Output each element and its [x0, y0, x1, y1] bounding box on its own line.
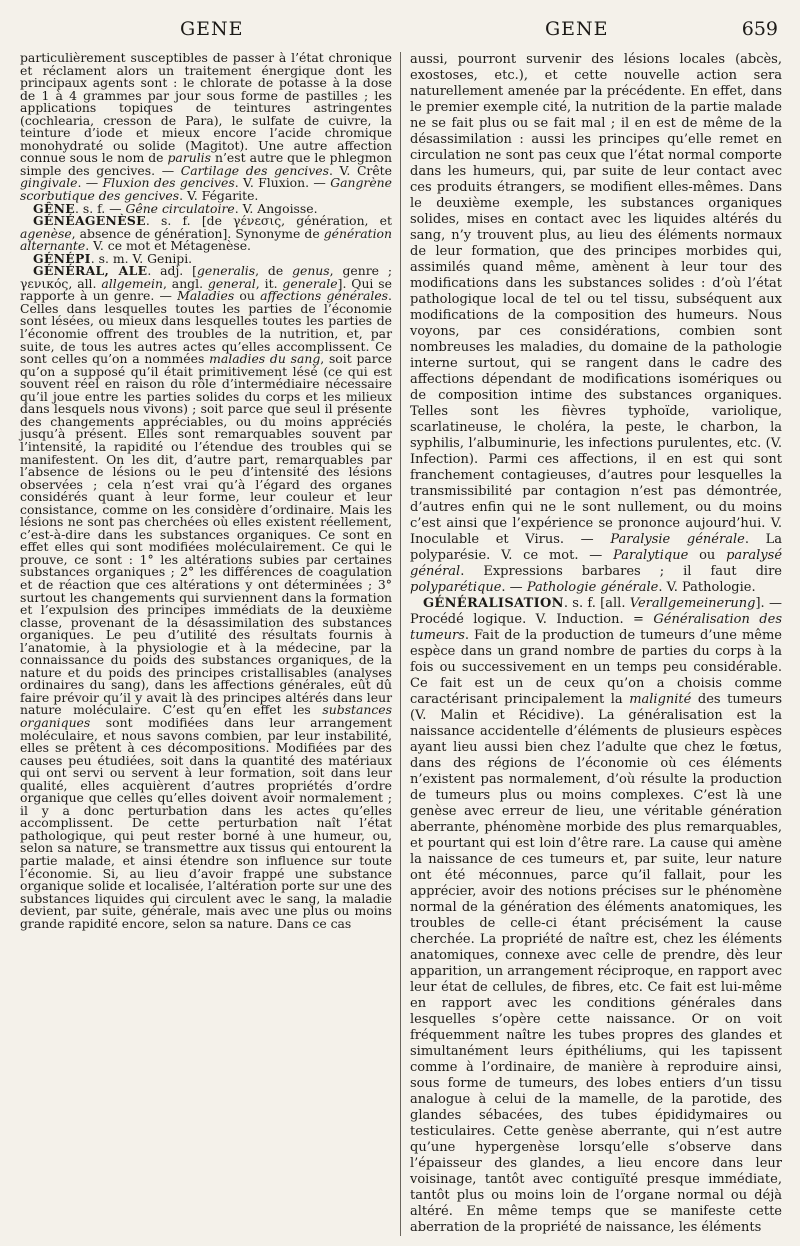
entry-headword: GÊNE — [33, 200, 75, 216]
paragraph — [20, 215, 392, 253]
running-head-left: GENE — [180, 18, 244, 40]
paragraph — [20, 265, 392, 930]
text-run: des tumeurs (V. Malin et Récidive). La généralisation est la naissance accidentelle d’éléments de plusieurs espèces ayant lieu aussi bien chez l’adulte que chez le fœtus, dans des régions de l’économie où ces éléments n’existent pas normalement, d’où résulte la production de tumeurs plus ou moins complexes. C’est là une genèse avec erreur de lieu, une véritable génération aberrante, phénomène morbide des plus remarquables, et pourtant qui est loin d’être rare. La cause qui amène la naissance de ces tumeurs et, par suite, leur nature ont été méconnues, parce qu’il fallait, pour les apprécier, avoir des notions précises sur le phénomène normal de la génération des éléments anatomiques, les troubles de celle-ci étant précisément la cause cherchée. La propriété de naître est, chez les éléments anatomiques, connexe avec celle de prendre, dès leur apparition, un arrangement réciproque, en rapport avec leur état de cellules, de fibres, etc. Ce fait est lui-même en rapport avec les conditions générales dans lesquelles s’opère cette naissance. Or on voit fréquemment naître les tubes propres des glandes et simultanément leurs épithéliums, qui les tapissent comme à l’ordinaire, de manière à reproduire ainsi, sous forme de tumeurs, des lobes entiers d’un tissu analogue à celui de la mamelle, de la parotide, des glandes sébacées, des tubes épididymaires ou testiculaires. Cette genèse aberrante, qui n’est autre qu’une hypergenèse lorsqu’elle s’observe dans l’épaisseur des glandes, a lieu encore dans leur voisinage, tantôt avec contiguïté presque immédiate, tantôt plus ou moins loin de l’organe normal ou déjà altéré. En même temps que se manifeste cette aberration de la propriété de naissance, les éléments — [410, 692, 783, 1235]
text-run: ]. Qui se rapporte à un genre. — — [20, 275, 392, 304]
text-columns — [20, 52, 790, 1236]
italic-run: allgemein — [101, 275, 163, 291]
entry-headword: GÉNÉPI — [33, 250, 91, 266]
italic-run: Fluxion des gencives — [102, 175, 235, 191]
italic-run: polyparétique — [410, 580, 502, 595]
text-run: . s. f. — — [75, 200, 126, 216]
text-run: . Expressions barbares ; il faut dire — [460, 564, 782, 579]
text-run: . s. f. [de γένεσις, génération, et — [145, 213, 392, 229]
text-run: particulièrement susceptibles de passer à l’état chronique et réclament alors un traitement énergique dont les principaux agents sont : le chlorate de potasse à la dose de 1 à 4 grammes par jour sous forme de pastilles ; les applications topiques de teintures astringentes (cochlearia, cresson de Para), le sulfate de cuivre, la teinture d’iode et mieux encore l’acide chromique monohydraté ou solide (Magitot). Une autre affection connue sous le nom de — [20, 50, 392, 166]
left-column — [20, 52, 400, 1236]
italic-run: genus — [292, 263, 330, 279]
italic-run: Maladies — [177, 288, 235, 304]
italic-run: paralysé général — [410, 548, 783, 579]
running-header — [20, 18, 790, 44]
text-run: , soit parce qu’on a supposé qu’il était primitivement lésé (ce qui est souvent réel en raison du rôle d’intermédiaire nécessaire qu’il joue entre les parties solides du corps et les milieux dans lesquels nous vivons) ; soit parce que seul il présente des changements appréciables, ou du moins appréciés jusqu’à présent. Elles sont remarquables souvent par l’intensité, la rapidité ou l’étendue des troubles qui se manifestent. On les dit, d’autre part, remarquables par l’absence de lésions ou le peu d’intensité des lésions observées ; cela n’est vrai qu’à l’égard des organes considérés quant à leur forme, leur couleur et leur consistance, comme on les considère d’ordinaire. Mais les lésions ne sont pas cherchées où elles existent réellement, c’est-à-dire dans les substances organiques. Ce sont en effet elles qui sont modifiées moléculairement. Ce qui le prouve, ce sont : 1° les altérations subies par certaines substances organiques ; 2° les différences de coagulation et de réaction que ces altérations y ont déterminées ; 3° surtout les changements qui surviennent dans la formation et l’expulsion des principes immédiats de la deuxième classe, provenant de la désassimilation des substances organiques. Le peu d’utilité des résultats fournis à l’anatomie, à la physiologie et à la médecine, par la connaissance du poids des substances organiques, de la nature et du poids des principes cristallisables (analyses ordinaires du sang), dans les affections générales, eût dû faire prévoir qu’il y avait là des principes altérés dans leur nature moléculaire. C’est qu’en effet les — [20, 351, 393, 718]
text-run: . V. Fluxion. — — [234, 175, 331, 191]
italic-run: malignité — [629, 692, 692, 707]
italic-run: agenèse — [20, 225, 72, 241]
text-run: aussi, pourront survenir des lésions locales (abcès, exostoses, etc.), et cette nouvelle action sera naturellement amenée par la précédente. En effet, dans le premier exemple cité, la nutrition de la partie malade ne se fait plus ou se fait mal ; il en est de même de la désassimilation : aussi les principes qu’elle remet en circulation ne sont pas ceux que l’état normal comporte dans les humeurs, qui, par suite de leur contact avec ces produits étrangers, se modifient elles-mêmes. Dans le deuxième exemple, les substances organiques solides, mises en contact avec les liquides altérés du sang, n’y trouvent plus, au lieu des éléments normaux de leur formation, que des principes morbides qui, assimilés quand même, amènent à leur tour des modifications dans les substances solides : d’où l’état pathologique local de tel ou tel tissu, subséquent aux modifications de la composition des humeurs. Nous voyons, par ces considérations, combien sont nombreuses les maladies, du domaine de la pathologie interne surtout, qui se rangent dans le cadre des affections dépendant de modifications isomériques ou de composition intime des substances organiques. Telles sont les fièvres typhoïde, variolique, scarlatineuse, le choléra, la peste, le charbon, la syphilis, l’albuminurie, les infections purulentes, etc. (V. Infection). Parmi ces affections, il en est qui sont franchement contagieuses, d’autres pour lesquelles la transmissibilité par contagion n’est pas démontrée, d’autres enfin qui ne le sont nullement, ou du moins c’est ainsi que l’expérience se prononce aujourd’hui. V. Inoculable et Virus. — — [410, 52, 782, 547]
italic-run: Gangrène scorbutique des gencives — [20, 175, 392, 204]
text-run: . V. Fégarite. — [179, 188, 259, 204]
text-run: . — — [501, 580, 527, 595]
text-run: n’est autre que le phlegmon simple des gencives. — — [20, 150, 392, 178]
running-head-right: GENE — [545, 18, 609, 40]
italic-run: Paralytique — [613, 548, 689, 563]
text-run: ]. — Procédé logique. V. Induction. = — [410, 596, 782, 627]
page-number: 659 — [741, 18, 778, 40]
italic-run: Généralisation des tumeurs — [410, 612, 782, 643]
text-run: . adj. [ — [147, 263, 197, 279]
text-run: . V. Pathologie. — [658, 580, 756, 595]
text-run: , de — [255, 263, 293, 279]
text-run: , absence de génération]. Synonyme de — [71, 225, 324, 241]
italic-run: parulis — [167, 150, 212, 166]
italic-run: Pathologie générale — [526, 580, 659, 595]
entry-headword: GÉNÉRAL, ALE — [33, 263, 148, 279]
italic-run: Verallgemeinerung — [629, 596, 756, 611]
text-run: . Celles dans lesquelles toutes les parties de l’économie sont lésées, ou mieux dans lesquelles toutes les parties de l’économie offrent des troubles de la nutrition, et, par suite, de tous les autres actes qu’elles accomplissent. Ce sont celles qu’on a nommées — [20, 288, 392, 367]
text-run: , genre ; γενικός, all. — [20, 263, 392, 291]
italic-run: affections générales — [260, 288, 389, 304]
text-run: . La polyparésie. V. ce mot. — — [410, 532, 782, 563]
text-run: . V. ce mot et Métagenèse. — [85, 238, 251, 254]
text-run: . V. Crête — [328, 162, 392, 178]
text-run: ou — [234, 288, 261, 304]
text-run: ou — [688, 548, 727, 563]
italic-run: generalis — [196, 263, 256, 279]
italic-run: génération alternante — [20, 225, 392, 254]
text-run: . Fait de la production de tumeurs d’une même espèce dans un grand nombre de parties du corps à la fois ou successivement en un temps peu considérable. Ce fait est un de ceux qu’on a choisis comme caractérisant principalement la — [410, 628, 782, 707]
text-run: . s. f. [all. — [563, 596, 630, 611]
italic-run: general — [207, 275, 256, 291]
paragraph — [410, 596, 782, 1236]
italic-run: substances organiques — [20, 702, 392, 730]
italic-run: gingivale — [20, 175, 78, 191]
italic-run: Paralysie générale — [610, 532, 745, 547]
entry-headword: GÉNÉAGENÈSE — [33, 213, 146, 229]
entry-headword: GÉNÉRALISATION — [423, 596, 564, 611]
text-run: . s. m. V. Genipi. — [90, 250, 193, 266]
text-run: . V. Angoisse. — [234, 200, 318, 216]
text-run: , angl. — [162, 275, 208, 291]
italic-run: Cartilage des gencives — [180, 162, 329, 178]
italic-run: Gêne circulatoire — [125, 200, 235, 216]
text-run: , it. — [255, 275, 283, 291]
italic-run: maladies du sang — [209, 351, 321, 367]
paragraph — [20, 52, 392, 203]
text-run: sont modifiées dans leur arrangement moléculaire, et nous savons combien, par leur instabilité, elles se prêtent à ces décompositions. Modifiées par des causes peu étudiées, soit dans la quantité des matériaux qui ont servi ou servent à leur formation, soit dans leur qualité, elles acquièrent d’autres propriétés d’ordre organique que celles qu’elles doivent avoir normalement ; il y a donc perturbation dans les actes qu’elles accomplissent. De cette perturbation naît l’état pathologique, qui peut rester borné à une humeur, ou, selon sa nature, se transmettre aux tissus qui entourent la partie malade, et ainsi étendre son influence sur toute l’économie. Si, au lieu d’avoir frappé une substance organique solide et localisée, l’altération porte sur une des substances liquides qui circulent avec le sang, la maladie devient, par suite, générale, mais avec une plus ou moins grande rapidité encore, selon sa nature. Dans ce cas — [20, 714, 392, 931]
text-run: . — — [77, 175, 103, 191]
right-column — [400, 52, 782, 1236]
italic-run: generale — [282, 275, 338, 291]
paragraph — [410, 52, 782, 596]
